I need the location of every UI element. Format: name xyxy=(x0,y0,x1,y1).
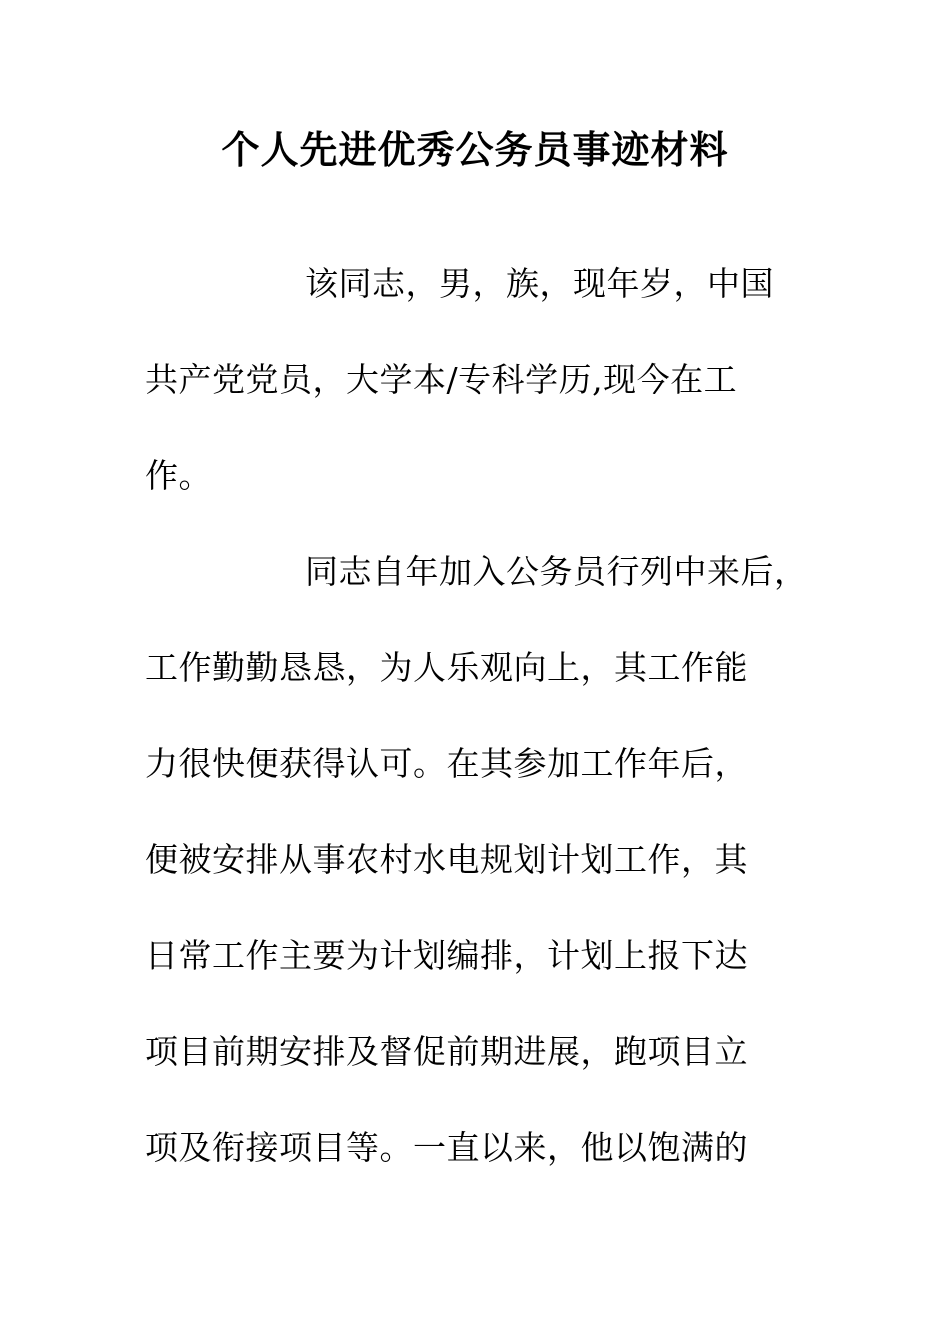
body-line: 共产党党员，大学本/专科学历,现今在工 xyxy=(145,360,738,399)
body-line: 便被安排从事农村水电规划计划工作，其 xyxy=(145,840,748,879)
document-title: 个人先进优秀公务员事迹材料 xyxy=(221,128,729,172)
body-line: 同志自年加入公务员行列中来后， xyxy=(305,552,808,591)
document-body xyxy=(145,258,835,1218)
body-line: 工作勤勤恳恳，为人乐观向上，其工作能 xyxy=(145,648,748,687)
body-line: 作。 xyxy=(145,456,212,495)
body-line: 日常工作主要为计划编排，计划上报下达 xyxy=(145,936,748,975)
body-line: 项目前期安排及督促前期进展，跑项目立 xyxy=(145,1032,748,1071)
body-line: 力很快便获得认可。在其参加工作年后， xyxy=(145,744,748,783)
body-line: 项及衔接项目等。一直以来，他以饱满的 xyxy=(145,1128,748,1167)
body-line: 该同志，男，族，现年岁，中国 xyxy=(305,264,774,303)
